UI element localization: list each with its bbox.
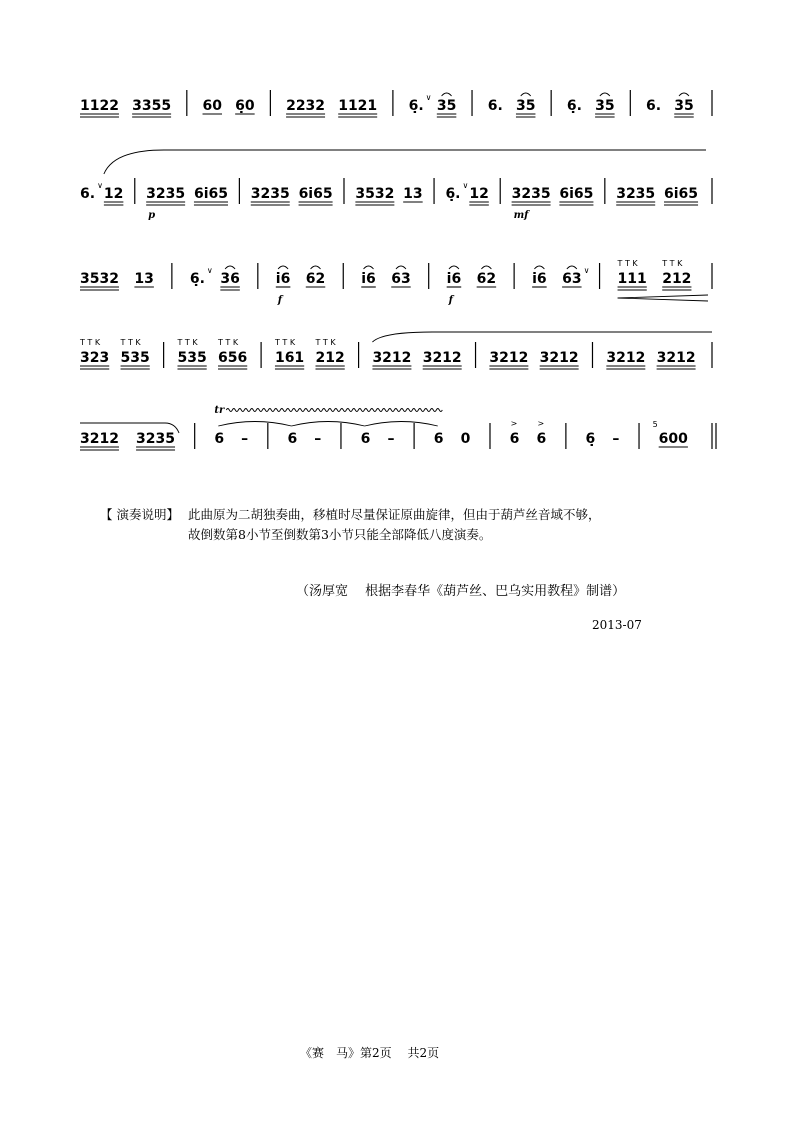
note-group: 3235 [136, 431, 176, 447]
music-score [0, 0, 792, 520]
dynamic-mark: p [148, 210, 156, 221]
notes-line-2: 故倒数第8小节至倒数第3小节只能全部降低八度演奏。 [188, 527, 492, 542]
note-group: 35 [595, 98, 615, 114]
note-group: 3235 [250, 186, 290, 202]
note-group: 6i65 [298, 186, 333, 202]
note-group: 656 [218, 350, 248, 366]
grace-note: 5 [652, 420, 658, 429]
note-group: – [241, 431, 249, 447]
score-line [80, 405, 716, 450]
hairpin [618, 295, 708, 301]
note-group: 6i65 [664, 186, 699, 202]
tie-arc [218, 422, 291, 427]
note-group: 6 [214, 431, 225, 447]
accent-mark: > [537, 419, 545, 428]
breath-mark: ∨ [425, 93, 432, 102]
fermata-arc [600, 93, 610, 96]
note-group: 13 [403, 186, 423, 202]
score-line [79, 332, 712, 369]
fermata-arc [481, 266, 491, 269]
note-group: 323 [80, 350, 110, 366]
dynamic-mark: f [277, 295, 283, 306]
note-group: 3355 [132, 98, 172, 114]
note-group: 62 [476, 271, 497, 287]
tonguing-mark: T T K [80, 338, 101, 347]
phrase-slur [372, 332, 712, 342]
note-group: 3235 [616, 186, 656, 202]
page-footer: 《赛 马》第2页 共2页 [300, 1046, 440, 1060]
accent-mark: > [510, 419, 518, 428]
trill-mark: tr [214, 405, 225, 416]
note-group: 3235 [511, 186, 551, 202]
note-group: 6 [433, 431, 444, 447]
fermata-arc [396, 266, 406, 269]
tonguing-mark: T T K [662, 259, 683, 268]
dynamic-mark: mf [513, 210, 529, 221]
note-group: 3212 [372, 350, 412, 366]
score-line [80, 259, 712, 306]
note-group: 6i65 [559, 186, 594, 202]
note-group: 535 [177, 350, 207, 366]
note-group: 63 [562, 271, 582, 287]
tonguing-mark: T T K [617, 259, 638, 268]
note-group: 36 [220, 271, 240, 287]
date: 2013-07 [592, 618, 642, 632]
note-group: 6 [287, 431, 298, 447]
breath-mark: ∨ [462, 181, 469, 190]
fermata-arc [442, 93, 452, 96]
breath-mark: ∨ [206, 266, 213, 275]
note-group: 212 [315, 350, 345, 366]
note-group: 13 [134, 271, 154, 287]
note-group: 6. [646, 98, 662, 114]
note-group: 600 [658, 431, 688, 447]
note-group: i6 [361, 271, 376, 287]
note-group: 111 [617, 271, 647, 287]
notes-label: 【 演奏说明】 [100, 507, 179, 522]
score-line [80, 90, 712, 117]
note-group: 6. [487, 98, 503, 114]
note-group: 35 [436, 98, 457, 114]
note-group: 6̣0 [235, 98, 255, 114]
note-group: 161 [274, 350, 305, 366]
note-group: 6 [360, 431, 371, 447]
note-group: 3212 [656, 350, 696, 366]
dynamic-mark: f [448, 295, 453, 306]
note-group: i6 [446, 271, 462, 287]
tie-arc [365, 422, 438, 427]
fermata-arc [534, 266, 544, 269]
tonguing-mark: T T K [274, 338, 296, 347]
note-group: 3212 [489, 350, 529, 366]
fermata-arc [567, 266, 577, 269]
fermata-arc [449, 266, 459, 269]
breath-mark: ∨ [97, 181, 103, 190]
note-group: 35 [674, 98, 694, 114]
score-line [80, 150, 712, 221]
tonguing-mark: T T K [218, 338, 239, 347]
note-group: 3212 [80, 431, 119, 447]
note-group: 63 [391, 271, 411, 287]
note-group: – [387, 431, 395, 447]
note-group: 1122 [80, 98, 119, 114]
note-group: 3532 [80, 271, 119, 287]
note-group: i6 [275, 271, 291, 287]
phrase-slur [104, 150, 706, 174]
performance-notes [100, 505, 720, 545]
breath-mark: ∨ [583, 266, 590, 275]
note-group: 12 [103, 186, 124, 202]
note-group: – [612, 431, 620, 447]
trill-wave [226, 409, 442, 412]
fermata-arc [364, 266, 374, 269]
fermata-arc [679, 93, 689, 96]
tonguing-mark: T T K [120, 338, 141, 347]
note-group: 535 [120, 350, 150, 366]
note-group: 6i65 [193, 186, 228, 202]
note-group: 2232 [286, 98, 326, 114]
note-group: 1121 [338, 98, 378, 114]
note-group: 3235 [146, 186, 186, 202]
tonguing-mark: T T K [315, 338, 336, 347]
fermata-arc [225, 266, 235, 269]
note-group: 3212 [422, 350, 462, 366]
tie-arc [291, 422, 364, 427]
notes-line-1: 此曲原为二胡独奏曲，移植时尽量保证原曲旋律，但由于葫芦丝音域不够， [188, 507, 601, 522]
note-group: 35 [515, 98, 536, 114]
note-group: 6 [509, 431, 520, 447]
note-group: 12 [469, 186, 489, 202]
note-group: – [314, 431, 322, 447]
fermata-arc [521, 93, 531, 96]
note-group: 6̣. [445, 186, 461, 202]
note-group: 62 [305, 271, 326, 287]
note-group: 0 [460, 431, 471, 447]
note-group: 60 [202, 98, 223, 114]
note-group: 212 [662, 271, 692, 287]
tonguing-mark: T T K [177, 338, 198, 347]
note-group: 3212 [606, 350, 646, 366]
note-group: 6 [536, 431, 547, 447]
note-group: 6̣ [585, 431, 596, 447]
note-group: 6̣. [189, 271, 205, 287]
fermata-arc [311, 266, 321, 269]
note-group: 6̣. [566, 98, 582, 114]
fermata-arc [278, 266, 288, 269]
note-group: 3532 [355, 186, 395, 202]
note-group: 3212 [539, 350, 579, 366]
note-group: i6 [532, 271, 547, 287]
note-group: 6. [80, 186, 96, 202]
note-group: 6̣. [408, 98, 424, 114]
credit-line: （汤厚宽 根据李春华《葫芦丝、巴乌实用教程》制谱） [296, 584, 626, 599]
